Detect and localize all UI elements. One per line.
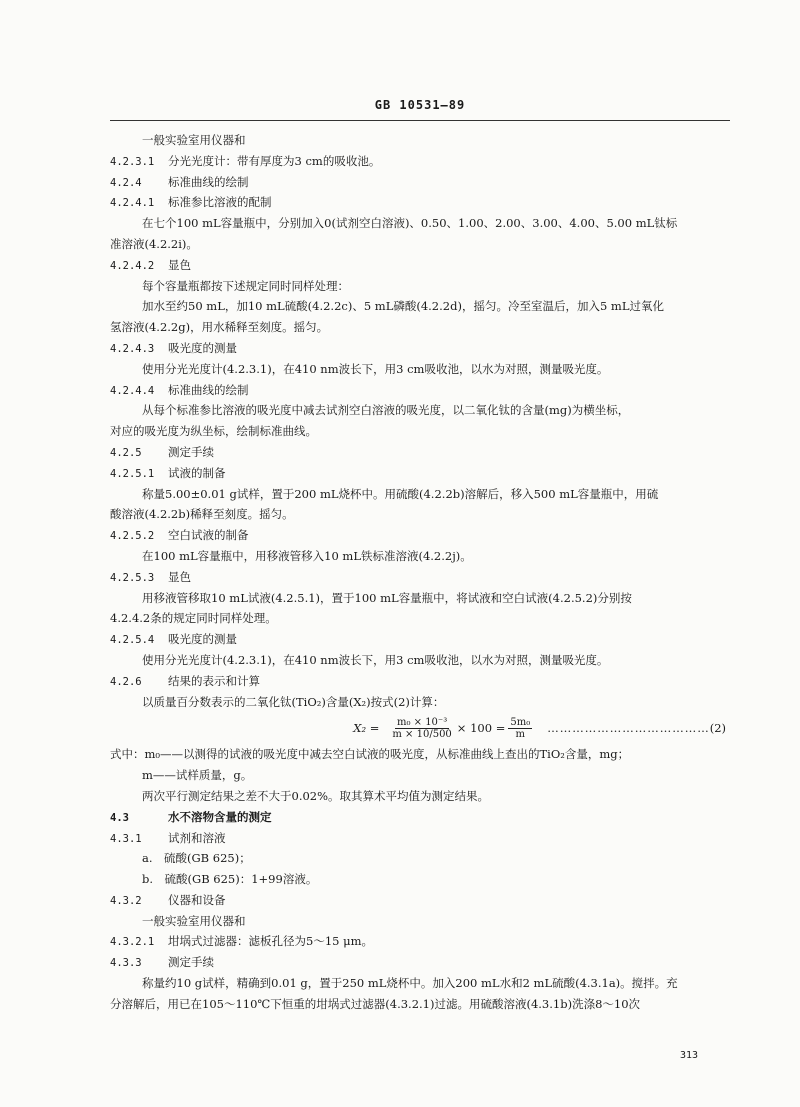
formula-fraction-1-numerator: m₀ × 10⁻³ [396, 716, 448, 728]
text-line [110, 296, 730, 317]
section-number: 4.2.5 [110, 446, 142, 459]
text-line [110, 317, 730, 338]
text-block-2 [110, 744, 730, 1014]
section-title: 标准参比溶液的配制 [168, 195, 272, 210]
section-heading [110, 931, 730, 952]
formula-mid: × 100 = [456, 721, 506, 736]
line-text: 分溶解后，用已在105～110℃下恒重的坩埚式过滤器(4.3.2.1)过滤。用硫酸溶液(4.3.1b)洗涤8～10次 [110, 996, 641, 1011]
line-text: 一般实验室用仪器和 [142, 913, 246, 928]
section-heading [110, 380, 730, 401]
text-line [110, 234, 730, 255]
section-number: 4.2.5.1 [110, 467, 155, 480]
section-number: 4.3 [110, 811, 129, 824]
page-number: 313 [680, 1050, 699, 1061]
section-heading [110, 255, 730, 276]
line-text: 加水至约50 mL，加10 mL硫酸(4.2.2c)、5 mL磷酸(4.2.2d)，摇匀。冷至室温后，加入5 mL过氧化 [142, 299, 664, 314]
text-block-1 [110, 130, 730, 712]
formula-lhs: X₂ = [353, 721, 380, 736]
section-heading [110, 442, 730, 463]
section-title: 分光光度计：带有厚度为3 cm的吸收池。 [168, 153, 381, 168]
line-text: 使用分光光度计(4.2.3.1)，在410 nm波长下，用3 cm吸收池，以水为对照，测量吸光度。 [142, 361, 609, 376]
section-number: 4.3.3 [110, 957, 142, 970]
formula-leader-dots: ………………………………… [547, 721, 710, 736]
section-title: 标准曲线的绘制 [168, 174, 249, 189]
text-line [110, 765, 730, 786]
section-number: 4.3.2.1 [110, 936, 155, 949]
line-text: 在100 mL容量瓶中，用移液管移入10 mL铁标准溶液(4.2.2j)。 [142, 548, 472, 563]
section-number: 4.2.3.1 [110, 155, 155, 168]
line-text: m——试样质量，g。 [142, 768, 253, 783]
text-line [110, 276, 730, 297]
section-number: 4.3.1 [110, 832, 142, 845]
line-text: b. 硫酸(GB 625)：1+99溶液。 [142, 872, 318, 887]
text-line [110, 130, 730, 151]
formula-fraction-1-denominator: m × 10/500 [392, 728, 452, 740]
line-text: 4.2.4.2条的规定同时同样处理。 [110, 611, 277, 626]
line-text: 在七个100 mL容量瓶中，分别加入0(试剂空白溶液)、0.50、1.00、2.00、3.00、4.00、5.00 mL钛标 [142, 216, 678, 231]
section-heading [110, 151, 730, 172]
section-title: 坩埚式过滤器：滤板孔径为5～15 μm。 [168, 934, 373, 949]
line-text: 一般实验室用仪器和 [142, 133, 246, 147]
line-text: 每个容量瓶都按下述规定同时同样处理： [142, 278, 349, 293]
line-text: 对应的吸光度为纵坐标，绘制标准曲线。 [110, 424, 317, 439]
section-title: 试液的制备 [168, 465, 226, 480]
section-title: 仪器和设备 [168, 892, 226, 907]
section-heading [110, 807, 730, 828]
text-line [110, 692, 730, 713]
section-title: 空白试液的制备 [168, 528, 249, 543]
document-body [110, 130, 730, 1015]
section-title: 显色 [168, 569, 191, 584]
section-number: 4.2.5.2 [110, 530, 155, 543]
formula-2 [110, 712, 730, 744]
text-line [110, 650, 730, 671]
text-line [110, 973, 730, 994]
section-title: 测定手续 [168, 444, 214, 459]
text-line [110, 484, 730, 505]
section-title: 吸光度的测量 [168, 632, 237, 647]
text-line [110, 744, 730, 765]
section-heading [110, 525, 730, 546]
text-line [110, 608, 730, 629]
section-heading [110, 952, 730, 973]
line-text: 从每个标准参比溶液的吸光度中减去试剂空白溶液的吸光度，以二氧化钛的含量(mg)为横坐标， [142, 403, 630, 418]
text-line [110, 421, 730, 442]
text-line [110, 359, 730, 380]
section-heading [110, 828, 730, 849]
section-heading [110, 463, 730, 484]
section-title: 试剂和溶液 [168, 830, 226, 845]
section-title: 水不溶物含量的测定 [168, 809, 272, 824]
formula-fraction-2-denominator: m [515, 728, 526, 740]
section-number: 4.2.6 [110, 675, 142, 688]
text-line [110, 213, 730, 234]
text-line [110, 588, 730, 609]
section-title: 结果的表示和计算 [168, 673, 260, 688]
line-text: a. 硫酸(GB 625)； [142, 851, 251, 866]
line-text: 氢溶液(4.2.2g)，用水稀释至刻度。摇匀。 [110, 320, 329, 335]
line-text: 以质量百分数表示的二氧化钛(TiO₂)含量(X₂)按式(2)计算： [142, 694, 445, 709]
formula-fraction-2-numerator: 5m₀ [510, 716, 531, 728]
line-text: 使用分光光度计(4.2.3.1)，在410 nm波长下，用3 cm吸收池，以水为对照，测量吸光度。 [142, 652, 609, 667]
text-line [110, 911, 730, 932]
text-line [110, 994, 730, 1015]
section-heading [110, 192, 730, 213]
line-text: 酸溶液(4.2.2b)稀释至刻度。摇匀。 [110, 507, 294, 522]
section-heading [110, 671, 730, 692]
line-text: 两次平行测定结果之差不大于0.02%。取其算术平均值为测定结果。 [142, 788, 490, 803]
formula-tag: (2) [709, 721, 726, 736]
section-number: 4.2.4.2 [110, 259, 155, 272]
section-number: 4.2.4.4 [110, 384, 155, 397]
text-line [110, 400, 730, 421]
section-heading [110, 172, 730, 193]
section-number: 4.2.4 [110, 176, 142, 189]
header-rule [110, 120, 730, 121]
document-header: GB 10531—89 [374, 98, 466, 112]
line-text: 称量约10 g试样，精确到0.01 g，置于250 mL烧杯中。加入200 mL水和2 mL硫酸(4.3.1a)。搅拌。充 [142, 976, 678, 991]
section-heading [110, 567, 730, 588]
section-number: 4.2.5.4 [110, 634, 155, 647]
text-line [110, 546, 730, 567]
section-title: 显色 [168, 257, 191, 272]
line-text: 称量5.00±0.01 g试样，置于200 mL烧杯中。用硫酸(4.2.2b)溶解后，移入500 mL容量瓶中，用硫 [142, 486, 659, 501]
text-line [110, 504, 730, 525]
line-text: 用移液管移取10 mL试液(4.2.5.1)，置于100 mL容量瓶中，将试液和空白试液(4.2.5.2)分别按 [142, 590, 632, 605]
line-text: 准溶液(4.2.2i)。 [110, 236, 198, 251]
section-heading [110, 629, 730, 650]
line-text: 式中：m₀——以测得的试液的吸光度中减去空白试液的吸光度，从标准曲线上查出的TiO₂含量，mg； [110, 747, 630, 762]
text-line [110, 869, 730, 890]
text-line [110, 786, 730, 807]
section-number: 4.2.4.3 [110, 342, 155, 355]
section-number: 4.2.4.1 [110, 197, 155, 210]
formula-fraction-1 [390, 717, 453, 740]
formula-fraction-2 [508, 717, 532, 740]
section-title: 吸光度的测量 [168, 340, 237, 355]
section-title: 测定手续 [168, 955, 214, 970]
section-number: 4.2.5.3 [110, 571, 155, 584]
section-heading [110, 890, 730, 911]
section-title: 标准曲线的绘制 [168, 382, 249, 397]
section-heading [110, 338, 730, 359]
text-line [110, 848, 730, 869]
section-number: 4.3.2 [110, 894, 142, 907]
